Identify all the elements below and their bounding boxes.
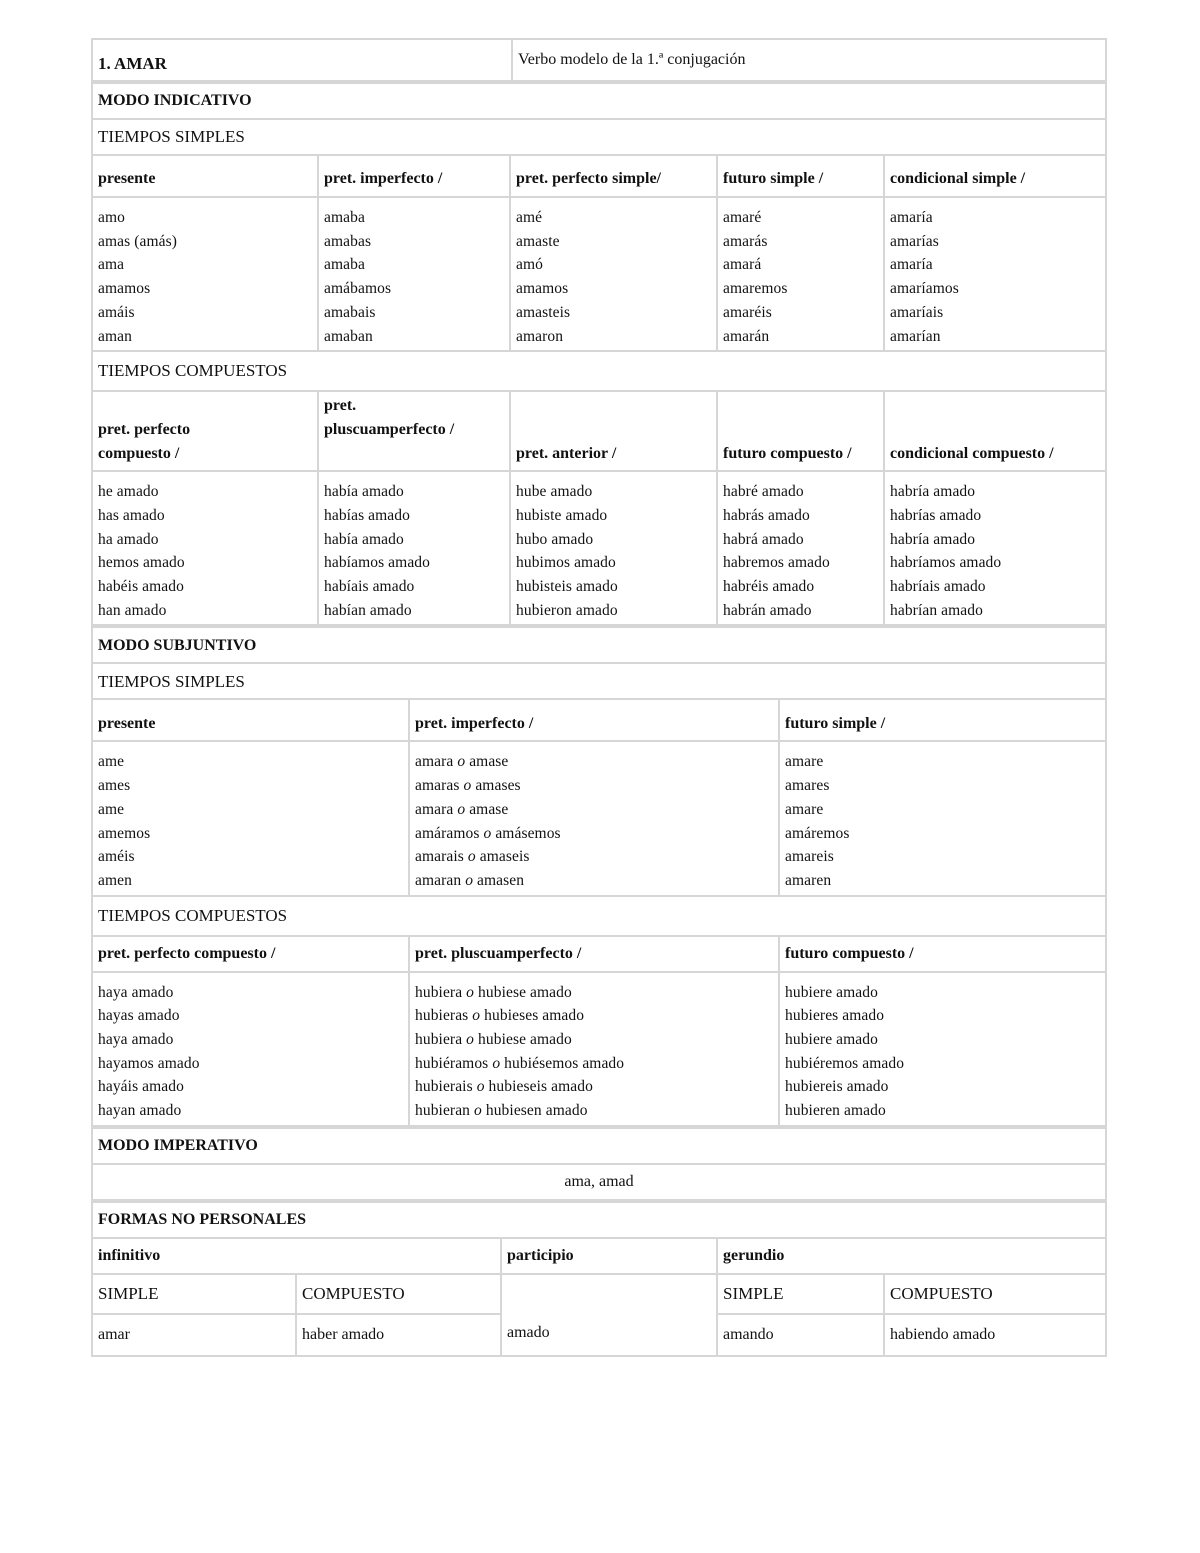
gerundio-compuesto: habiendo amado	[884, 1314, 1106, 1356]
conjugation-sheet	[91, 38, 1107, 1357]
verb-form: amarás	[723, 232, 768, 250]
verb-form: amaría	[890, 256, 933, 274]
gerundio-simple: amando	[717, 1314, 884, 1356]
verb-form: hubieres amado	[785, 1007, 885, 1025]
verb-form: hayas amado	[98, 1007, 180, 1025]
indicativo-simple-header: presente	[92, 155, 318, 197]
indicativo-compuesto-column	[92, 471, 318, 625]
verb-form: amabais	[324, 303, 376, 321]
header-line: compuesto /	[98, 444, 180, 462]
no-personales-table	[91, 1201, 1107, 1357]
verb-form: había amado	[324, 483, 404, 501]
verb-form: amaría	[890, 209, 933, 226]
indicativo-compuestos-heading: TIEMPOS COMPUESTOS	[92, 351, 1106, 391]
verb-form: amo	[98, 209, 125, 226]
verb-form: amaremos	[723, 280, 788, 298]
alt-conjunction: o	[476, 1078, 485, 1096]
indicativo-simple-header: pret. perfecto simple/	[510, 155, 717, 197]
verb-form: ame	[98, 800, 125, 818]
verb-form: hubierais o hubieseis amado	[415, 1078, 593, 1096]
verb-form: hubieras o hubieses amado	[415, 1007, 585, 1025]
verb-form: amamos	[98, 280, 151, 298]
participio-value: amado	[501, 1274, 717, 1356]
verb-form: amábamos	[324, 280, 392, 298]
subjuntivo-simple-header: presente	[92, 699, 409, 741]
indicativo-simple-column	[717, 197, 884, 351]
indicativo-simples-heading: TIEMPOS SIMPLES	[92, 119, 1106, 155]
verb-form: amasteis	[516, 303, 571, 321]
imperativo-forms: ama, amad	[92, 1164, 1106, 1200]
verb-form: habíamos amado	[324, 554, 430, 572]
subjuntivo-simple-column	[779, 741, 1106, 895]
verb-form: hubiera o hubiese amado	[415, 983, 572, 1001]
verb-form: hubieran o hubiesen amado	[415, 1102, 588, 1120]
subjuntivo-table	[91, 626, 1107, 1126]
gerundio-label: gerundio	[717, 1238, 1106, 1274]
verb-form: habían amado	[324, 601, 412, 619]
verb-form: aman	[98, 327, 132, 345]
verb-form: amaré	[723, 209, 762, 226]
verb-form: hubiera o hubiese amado	[415, 1031, 572, 1049]
verb-form: hubieron amado	[516, 601, 618, 619]
imperativo-table	[91, 1127, 1107, 1201]
alt-conjunction: o	[463, 777, 472, 795]
header-line	[723, 394, 878, 418]
verb-form: amaren	[785, 871, 832, 889]
header-line: pluscuamperfecto /	[324, 421, 455, 439]
mode-subjuntivo-heading: MODO SUBJUNTIVO	[92, 627, 1106, 663]
verb-form: amarán	[723, 327, 770, 345]
infinitivo-compuesto-label: COMPUESTO	[296, 1274, 501, 1314]
verb-form: amaste	[516, 232, 560, 250]
indicativo-table	[91, 82, 1107, 626]
verb-form: ames	[98, 777, 131, 795]
subjuntivo-compuesto-header: futuro compuesto /	[779, 936, 1106, 972]
subjuntivo-compuesto-column	[779, 972, 1106, 1126]
indicativo-compuesto-header	[884, 391, 1106, 471]
alt-conjunction: o	[474, 1102, 482, 1120]
title-table	[91, 38, 1107, 82]
verb-form: hube amado	[516, 483, 593, 501]
verb-form: amarían	[890, 327, 941, 345]
verb-form: amamos	[516, 280, 569, 298]
indicativo-simple-header: pret. imperfecto /	[318, 155, 510, 197]
verb-form: amaran o amasen	[415, 871, 525, 889]
verb-form: amare	[785, 800, 824, 818]
alt-conjunction: o	[466, 1031, 475, 1049]
verb-form: amaba	[324, 256, 365, 274]
subjuntivo-compuesto-column	[409, 972, 779, 1126]
subjuntivo-simple-column	[92, 741, 409, 895]
alt-conjunction: o	[492, 1054, 501, 1072]
alt-conjunction: o	[483, 824, 492, 842]
verb-form: amen	[98, 871, 132, 889]
infinitivo-simple: amar	[92, 1314, 296, 1356]
verb-form: amas (amás)	[98, 232, 177, 250]
alt-conjunction: o	[472, 1007, 481, 1025]
gerundio-simple-label: SIMPLE	[717, 1274, 884, 1314]
verb-form: habéis amado	[98, 578, 184, 596]
header-line	[516, 418, 711, 442]
alt-conjunction: o	[465, 871, 474, 889]
verb-form: hubo amado	[516, 530, 594, 548]
alt-conjunction: o	[466, 983, 475, 1001]
alt-conjunction: o	[457, 800, 466, 818]
subjuntivo-simple-header: pret. imperfecto /	[409, 699, 779, 741]
verb-form: hubimos amado	[516, 554, 616, 572]
verb-form: amaríais	[890, 303, 944, 321]
verb-form: habrán amado	[723, 601, 812, 619]
indicativo-compuesto-header	[318, 391, 510, 471]
verb-form: habías amado	[324, 506, 410, 524]
verb-form: habríais amado	[890, 578, 986, 596]
indicativo-simple-column	[884, 197, 1106, 351]
verb-form: habría amado	[890, 530, 976, 548]
verb-form: has amado	[98, 506, 165, 524]
indicativo-compuesto-header	[92, 391, 318, 471]
verb-form: habréis amado	[723, 578, 815, 596]
verb-form: habrían amado	[890, 601, 983, 619]
verb-form: amemos	[98, 824, 151, 842]
verb-form: amó	[516, 256, 543, 274]
verb-form: hayan amado	[98, 1102, 182, 1120]
header-line: pret. anterior /	[516, 444, 617, 462]
indicativo-simple-header: condicional simple /	[884, 155, 1106, 197]
indicativo-simple-header: futuro simple /	[717, 155, 884, 197]
indicativo-compuesto-header	[510, 391, 717, 471]
verb-form: hubiéremos amado	[785, 1054, 905, 1072]
verb-form: hubiere amado	[785, 983, 878, 1001]
infinitivo-simple-label: SIMPLE	[92, 1274, 296, 1314]
alt-conjunction: o	[467, 848, 476, 866]
verb-form: amaréis	[723, 303, 772, 321]
subjuntivo-compuesto-header: pret. perfecto compuesto /	[92, 936, 409, 972]
subjuntivo-simples-heading: TIEMPOS SIMPLES	[92, 663, 1106, 699]
verb-form: han amado	[98, 601, 167, 619]
verb-form: amaron	[516, 327, 564, 345]
verb-form: hubiereis amado	[785, 1078, 889, 1096]
indicativo-compuesto-column	[510, 471, 717, 625]
verb-form: habrás amado	[723, 506, 810, 524]
verb-form: amé	[516, 209, 543, 226]
indicativo-simple-column	[510, 197, 717, 351]
verb-form: amare	[785, 753, 824, 771]
verb-form: ama	[98, 256, 125, 274]
verb-form: amarais o amaseis	[415, 848, 530, 866]
verb-form: amara o amase	[415, 753, 509, 771]
verb-form: amareis	[785, 848, 834, 866]
verb-form: hayáis amado	[98, 1078, 184, 1096]
verb-form: amáramos o amásemos	[415, 824, 561, 842]
indicativo-compuesto-column	[717, 471, 884, 625]
verb-form: amaban	[324, 327, 373, 345]
verb-form: hemos amado	[98, 554, 185, 572]
indicativo-simple-column	[92, 197, 318, 351]
header-line	[516, 394, 711, 418]
header-line	[324, 442, 504, 466]
verb-form: amaba	[324, 209, 365, 226]
header-line: pret. perfecto	[98, 421, 191, 439]
verb-form: amáis	[98, 303, 135, 321]
verb-form: ame	[98, 753, 125, 771]
header-line	[98, 394, 312, 418]
verb-form: he amado	[98, 483, 159, 501]
mode-indicativo-heading: MODO INDICATIVO	[92, 83, 1106, 119]
verb-form: habíais amado	[324, 578, 415, 596]
mode-imperativo-heading: MODO IMPERATIVO	[92, 1128, 1106, 1164]
verb-form: hubieren amado	[785, 1102, 886, 1120]
verb-description: Verbo modelo de la 1.ª conjugación	[512, 39, 1106, 81]
subjuntivo-compuesto-header: pret. pluscuamperfecto /	[409, 936, 779, 972]
verb-form: amaras o amases	[415, 777, 521, 795]
no-personales-heading: FORMAS NO PERSONALES	[92, 1202, 1106, 1238]
infinitivo-label: infinitivo	[92, 1238, 501, 1274]
verb-form: habré amado	[723, 483, 804, 501]
infinitivo-compuesto: haber amado	[296, 1314, 501, 1356]
verb-form: amara o amase	[415, 800, 509, 818]
subjuntivo-simple-column	[409, 741, 779, 895]
verb-form: hubiste amado	[516, 506, 608, 524]
verb-form: améis	[98, 848, 135, 866]
header-line: futuro compuesto /	[723, 444, 852, 462]
verb-form: haya amado	[98, 983, 174, 1001]
header-line: pret.	[324, 397, 357, 415]
verb-form: habríamos amado	[890, 554, 1002, 572]
verb-form: amarías	[890, 232, 939, 250]
gerundio-compuesto-label: COMPUESTO	[884, 1274, 1106, 1314]
header-line	[890, 394, 1100, 418]
header-line: condicional compuesto /	[890, 444, 1054, 462]
verb-form: amares	[785, 777, 830, 795]
indicativo-compuesto-header	[717, 391, 884, 471]
header-line	[890, 418, 1100, 442]
verb-form: había amado	[324, 530, 404, 548]
verb-form: amará	[723, 256, 762, 274]
verb-form: habría amado	[890, 483, 976, 501]
verb-form: ha amado	[98, 530, 159, 548]
verb-form: hubisteis amado	[516, 578, 618, 596]
participio-label: participio	[501, 1238, 717, 1274]
verb-form: hubiéramos o hubiésemos amado	[415, 1054, 625, 1072]
indicativo-compuesto-column	[884, 471, 1106, 625]
subjuntivo-simple-header: futuro simple /	[779, 699, 1106, 741]
verb-form: amabas	[324, 232, 372, 250]
verb-form: haya amado	[98, 1031, 174, 1049]
header-line	[723, 418, 878, 442]
indicativo-compuesto-column	[318, 471, 510, 625]
verb-form: hubiere amado	[785, 1031, 878, 1049]
alt-conjunction: o	[457, 753, 466, 771]
verb-form: hayamos amado	[98, 1054, 200, 1072]
verb-form: amaríamos	[890, 280, 959, 298]
subjuntivo-compuestos-heading: TIEMPOS COMPUESTOS	[92, 896, 1106, 936]
verb-form: habrías amado	[890, 506, 982, 524]
verb-form: habremos amado	[723, 554, 830, 572]
verb-title: 1. AMAR	[92, 39, 512, 81]
verb-form: habrá amado	[723, 530, 804, 548]
subjuntivo-compuesto-column	[92, 972, 409, 1126]
verb-form: amáremos	[785, 824, 850, 842]
indicativo-simple-column	[318, 197, 510, 351]
